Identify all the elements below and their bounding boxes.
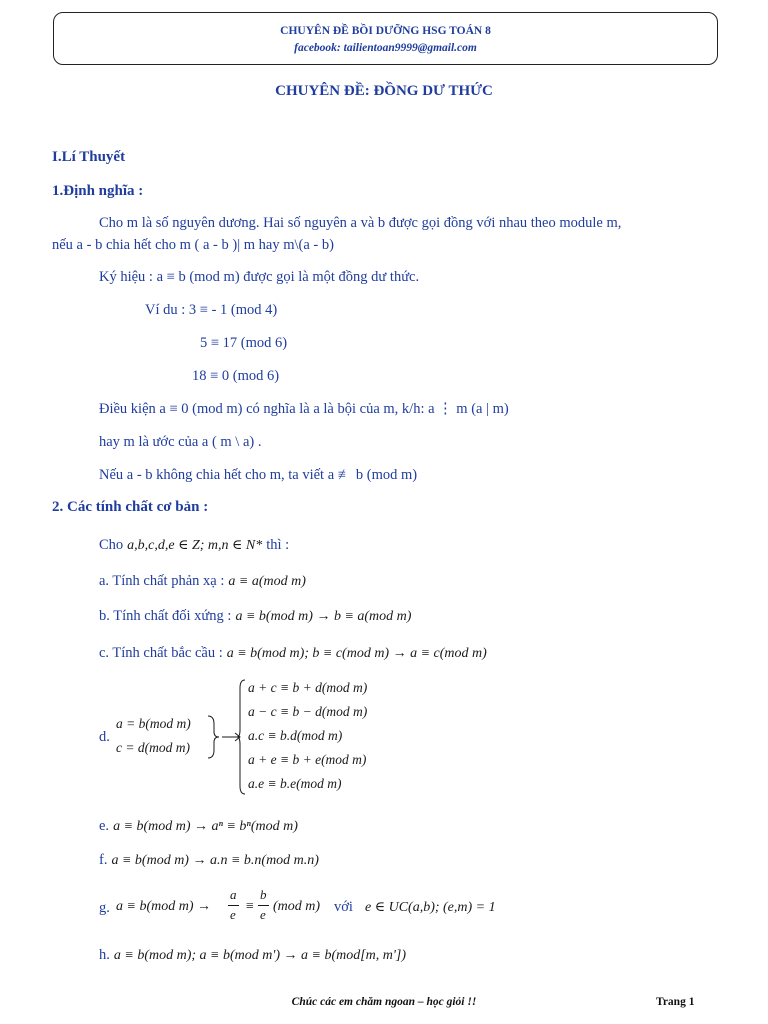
frac2-bar bbox=[258, 905, 269, 906]
property-d-right-1: a + c ≡ b + d(mod m) bbox=[248, 680, 368, 695]
not-divisible-line: Nếu a - b không chia hết cho m, ta viết a ≢ b (mod m) bbox=[99, 467, 418, 483]
property-g-math-right: e ∈ UC(a,b); (e,m) = 1 bbox=[365, 900, 496, 915]
section-heading-theory: I.Lí Thuyết bbox=[52, 149, 126, 165]
property-f bbox=[99, 851, 319, 869]
property-d-right-5: a.e ≡ b.e(mod m) bbox=[248, 776, 342, 791]
frac-equiv: ≡ bbox=[245, 899, 255, 914]
document-title: CHUYÊN ĐỀ: ĐỒNG DƯ THỨC bbox=[275, 83, 493, 99]
frac1-numerator: a bbox=[230, 887, 237, 902]
intro-text: Cho bbox=[99, 537, 124, 553]
notation-line: Ký hiệu : a ≡ b (mod m) được gọi là một đồng dư thức. bbox=[99, 269, 420, 285]
page-number: Trang 1 bbox=[656, 996, 695, 1008]
property-d-right-4: a + e ≡ b + e(mod m) bbox=[248, 752, 367, 767]
footer-text: Chúc các em chăm ngoan – học giỏi !! bbox=[291, 996, 477, 1008]
example-line-3: 18 ≡ 0 (mod 6) bbox=[192, 368, 280, 384]
property-c-math: a ≡ b(mod m); b ≡ c(mod m) → a ≡ c(mod m) bbox=[226, 646, 487, 661]
property-d-left-2: c = d(mod m) bbox=[116, 740, 190, 755]
property-c bbox=[99, 644, 487, 662]
divisor-line: hay m là ước của a ( m \ a) . bbox=[99, 434, 262, 450]
property-e-math: a ≡ b(mod m) → aⁿ ≡ bⁿ(mod m) bbox=[113, 819, 298, 834]
property-d-label: d. bbox=[99, 729, 110, 745]
property-a bbox=[99, 572, 306, 590]
property-c-label: c. Tính chất bắc cầu : bbox=[99, 645, 223, 661]
header-facebook: facebook: tailientoan9999@gmail.com bbox=[294, 42, 477, 54]
property-f-label: f. bbox=[99, 852, 108, 868]
property-d-right-2: a − c ≡ b − d(mod m) bbox=[248, 704, 368, 719]
property-b-math: a ≡ b(mod m) → b ≡ a(mod m) bbox=[235, 609, 412, 624]
property-d-left-1: a = b(mod m) bbox=[116, 716, 191, 731]
frac2-denominator: e bbox=[260, 907, 266, 922]
system-brace-right bbox=[237, 678, 247, 796]
example-line-2: 5 ≡ 17 (mod 6) bbox=[200, 335, 288, 351]
property-e bbox=[99, 817, 298, 835]
definition-line-1: Cho m là số nguyên dương. Hai số nguyên a và b được gọi đồng với nhau theo module m, bbox=[99, 215, 622, 231]
property-g-text: với bbox=[334, 899, 353, 915]
condition-line: Điều kiện a ≡ 0 (mod m) có nghĩa là a là bội của m, k/h: a ⋮ m (a | m) bbox=[99, 401, 509, 417]
property-a-math: a ≡ a(mod m) bbox=[228, 574, 306, 589]
header-box bbox=[53, 12, 718, 65]
property-b bbox=[99, 607, 411, 625]
frac2-numerator: b bbox=[260, 887, 267, 902]
property-g-math-left: a ≡ b(mod m) → bbox=[116, 899, 211, 914]
property-h-math: a ≡ b(mod m); a ≡ b(mod m') → a ≡ b(mod[m, m']) bbox=[113, 948, 407, 963]
section-heading-properties: 2. Các tính chất cơ bản : bbox=[52, 499, 209, 515]
property-g-math-mid: (mod m) bbox=[273, 899, 321, 914]
property-h bbox=[99, 946, 406, 964]
frac1-denominator: e bbox=[230, 907, 236, 922]
sub-heading-definition: 1.Định nghĩa : bbox=[52, 183, 144, 199]
property-g-label: g. bbox=[99, 900, 110, 916]
property-e-label: e. bbox=[99, 818, 110, 834]
definition-line-2: nếu a - b chia hết cho m ( a - b )| m hay m\(a - b) bbox=[52, 237, 334, 253]
intro-suffix: thì : bbox=[266, 537, 290, 553]
property-b-label: b. Tính chất đối xứng : bbox=[99, 608, 232, 624]
frac1-bar bbox=[228, 905, 239, 906]
property-d-right-3: a.c ≡ b.d(mod m) bbox=[248, 728, 343, 743]
property-a-label: a. Tính chất phản xạ : bbox=[99, 573, 225, 589]
property-h-label: h. bbox=[99, 947, 110, 963]
intro-math: a,b,c,d,e ∈ Z; m,n ∈ N* bbox=[127, 538, 263, 553]
header-title: CHUYÊN ĐỀ BỒI DƯỠNG HSG TOÁN 8 bbox=[280, 25, 491, 37]
intro-line bbox=[99, 536, 289, 554]
example-line-1: Ví du : 3 ≡ - 1 (mod 4) bbox=[145, 302, 278, 318]
property-f-math: a ≡ b(mod m) → a.n ≡ b.n(mod m.n) bbox=[111, 853, 319, 868]
